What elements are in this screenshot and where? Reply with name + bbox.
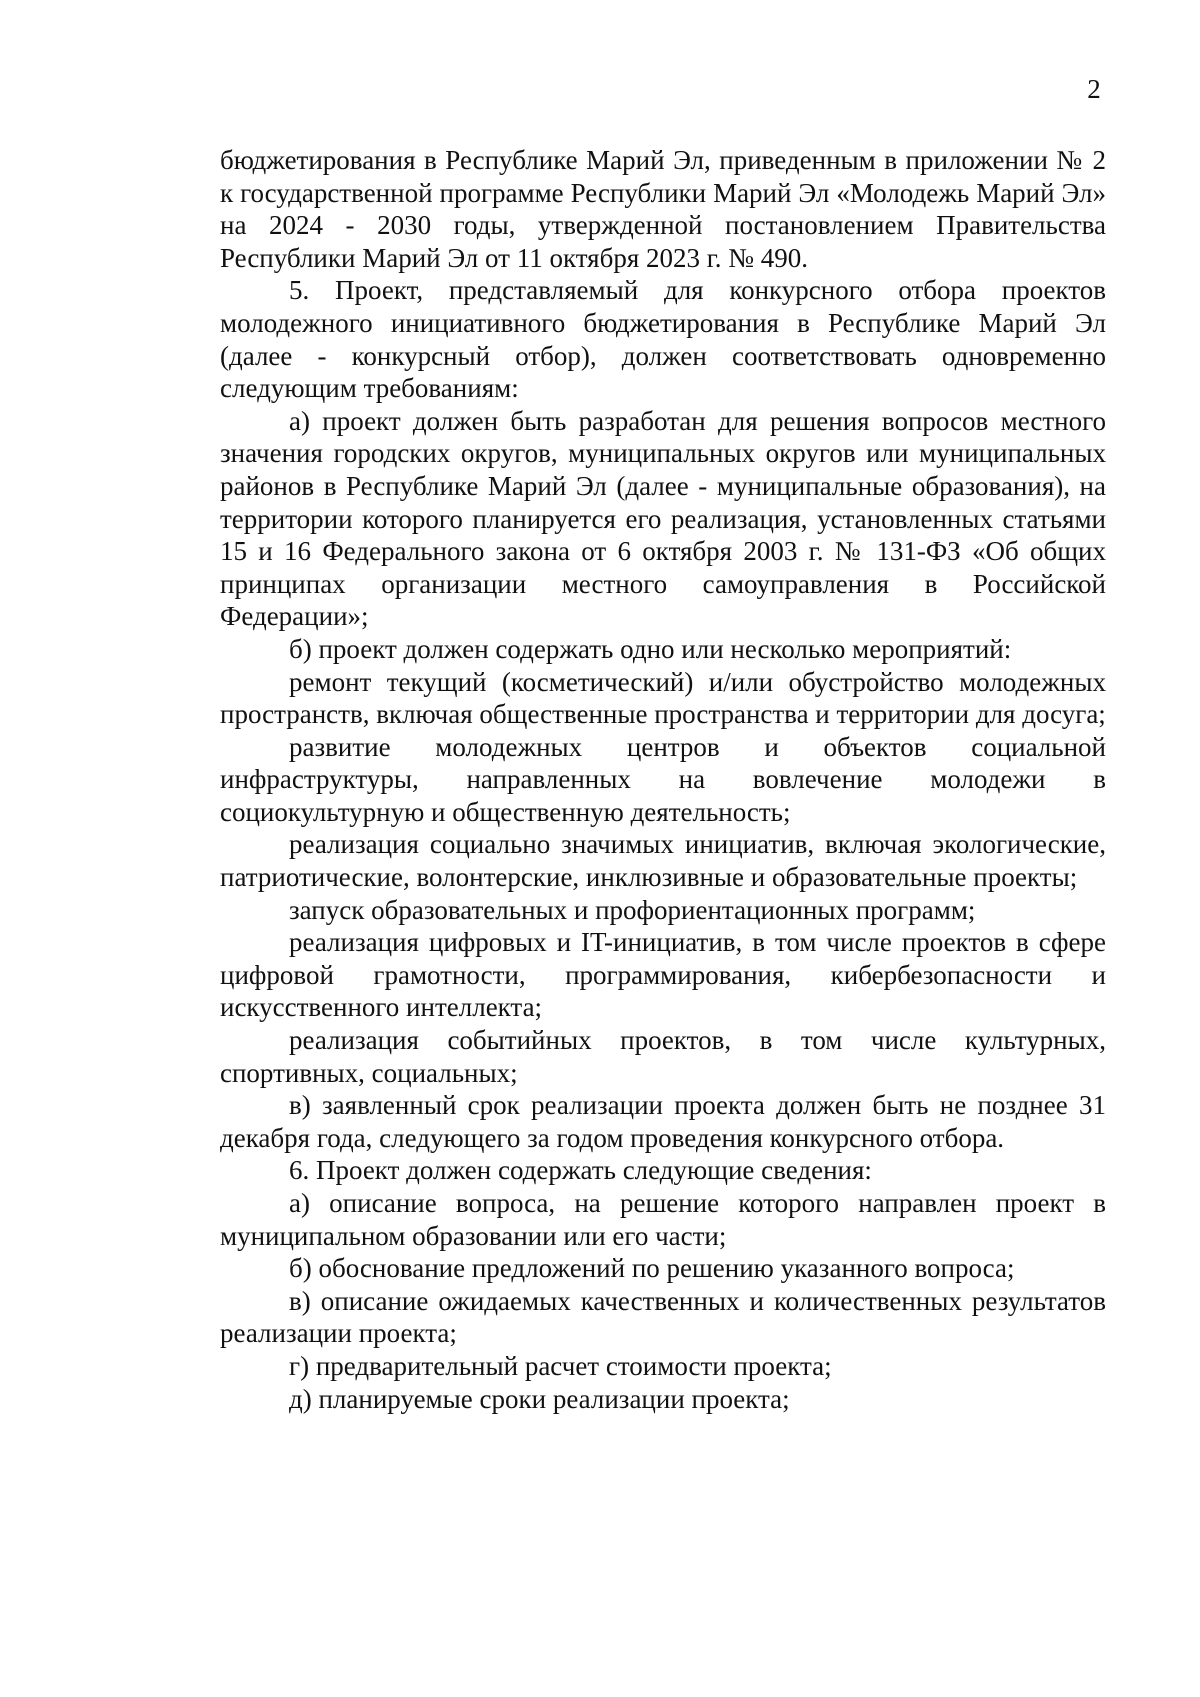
paragraph: запуск образовательных и профориентационных программ; <box>289 894 976 925</box>
paragraph: 6. Проект должен содержать следующие сведения: <box>289 1155 872 1186</box>
paragraph: бюджетирования в Республике Марий Эл, приведенным в приложении № 2 к государственной программе Республики Марий Эл «Молодежь Марий Эл» на 2024 - 2030 годы, утвержденной постановлением Правительства Республики Марий Эл от 11 октября 2023 г. № 490. <box>220 145 1106 273</box>
paragraph: г) предварительный расчет стоимости проекта; <box>289 1350 832 1381</box>
paragraph: а) проект должен быть разработан для решения вопросов местного значения городских округов, муниципальных округов или муниципальных районов в Республике Марий Эл (далее - муниципальные образования), на территории которого планируется его реализация, установленных статьями 15 и 16 Федерального закона от 6 октября 2003 г. № 131-ФЗ «Об общих принципах организации местного самоуправления в Российской Федерации»; <box>220 405 1106 632</box>
paragraph: развитие молодежных центров и объектов социальной инфраструктуры, направленных на вовлечение молодежи в социокультурную и общественную деятельность; <box>220 731 1106 827</box>
paragraph: в) описание ожидаемых качественных и количественных результатов реализации проекта; <box>220 1285 1106 1349</box>
paragraph: ремонт текущий (косметический) и/или обустройство молодежных пространств, включая общественные пространства и территории для досуга; <box>220 666 1106 730</box>
paragraph: 5. Проект, представляемый для конкурсного отбора проектов молодежного инициативного бюджетирования в Республике Марий Эл (далее - конкурсный отбор), должен соответствовать одновременно следующим требованиям: <box>220 275 1106 404</box>
paragraph: а) описание вопроса, на решение которого направлен проект в муниципальном образовании или его части; <box>220 1188 1106 1251</box>
paragraph: д) планируемые сроки реализации проекта; <box>289 1383 790 1414</box>
page-number: 2 <box>1087 74 1101 104</box>
paragraph: б) проект должен содержать одно или несколько мероприятий: <box>289 633 1012 664</box>
paragraph: реализация событийных проектов, в том числе культурных, спортивных, социальных; <box>220 1025 1106 1088</box>
paragraph: б) обоснование предложений по решению указанного вопроса; <box>289 1253 1015 1284</box>
document-body <box>220 144 1106 1415</box>
paragraph: реализация цифровых и IT-инициатив, в том числе проектов в сфере цифровой грамотности, программирования, кибербезопасности и искусственного интеллекта; <box>220 927 1106 1023</box>
paragraph: в) заявленный срок реализации проекта должен быть не позднее 31 декабря года, следующего за годом проведения конкурсного отбора. <box>220 1090 1106 1153</box>
paragraph: реализация социально значимых инициатив, включая экологические, патриотические, волонтерские, инклюзивные и образовательные проекты; <box>220 829 1106 893</box>
